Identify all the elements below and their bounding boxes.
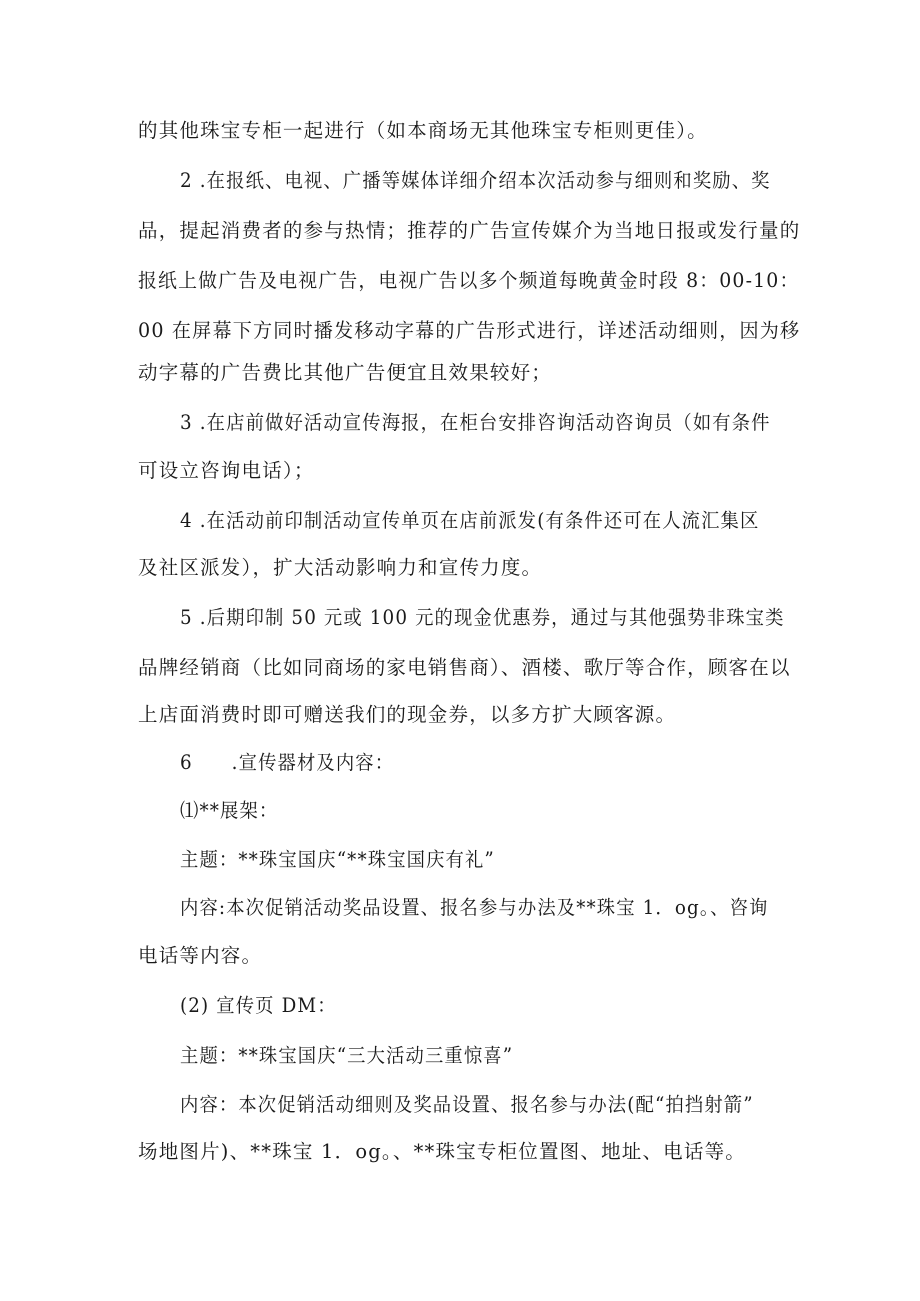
text-line: 主题：**珠宝国庆“**珠宝国庆有礼” [180, 848, 495, 871]
text-line: 3 .在店前做好活动宣传海报，在柜台安排咨询活动咨询员（如有条件 [180, 411, 771, 434]
text-line: 品牌经销商（比如同商场的家电销售商）、酒楼、歌厅等合作，顾客在以 [138, 656, 791, 679]
text-line: 00 在屏幕下方同时播发移动字幕的广告形式进行，详述活动细则，因为移 [138, 319, 801, 342]
text-line: 及社区派发），扩大活动影响力和宣传力度。 [138, 556, 543, 579]
text-line: 电话等内容。 [138, 944, 263, 967]
text-line: 上店面消费时即可赠送我们的现金券，以多方扩大顾客源。 [138, 703, 677, 726]
text-line: (2) 宣传页 DM： [180, 994, 337, 1017]
text-line: 动字幕的广告费比其他广告便宜且效果较好； [138, 361, 553, 384]
text-line: ⑴**展架： [180, 799, 279, 822]
text-line: 的其他珠宝专柜一起进行（如本商场无其他珠宝专柜则更佳）。 [138, 119, 708, 142]
text-line: 2 .在报纸、电视、广播等媒体详细介绍本次活动参与细则和奖励、奖 [180, 169, 771, 192]
text-line: 内容:本次促销活动奖品设置、报名参与办法及**珠宝 1．og。、咨询 [180, 896, 769, 919]
text-line: 报纸上做广告及电视广告，电视广告以多个频道每晚黄金时段 8：00-10： [138, 269, 800, 292]
text-line: 主题：**珠宝国庆“三大活动三重惊喜” [180, 1044, 514, 1067]
text-line: 品，提起消费者的参与热情；推荐的广告宣传媒介为当地日报或发行量的 [138, 219, 801, 242]
text-line: 5 .后期印制 50 元或 100 元的现金优惠券，通过与其他强势非珠宝类 [180, 606, 785, 629]
text-line: 可设立咨询电话）； [138, 459, 315, 482]
text-line: 6 .宣传器材及内容： [180, 751, 395, 774]
text-line: 4 .在活动前印制活动宣传单页在店前派发(有条件还可在人流汇集区 [180, 509, 760, 532]
text-line: 内容：本次促销活动细则及奖品设置、报名参与办法(配“拍挡射箭” [180, 1093, 754, 1116]
text-line: 场地图片)、**珠宝 1．og。、**珠宝专柜位置图、地址、电话等。 [138, 1140, 746, 1163]
